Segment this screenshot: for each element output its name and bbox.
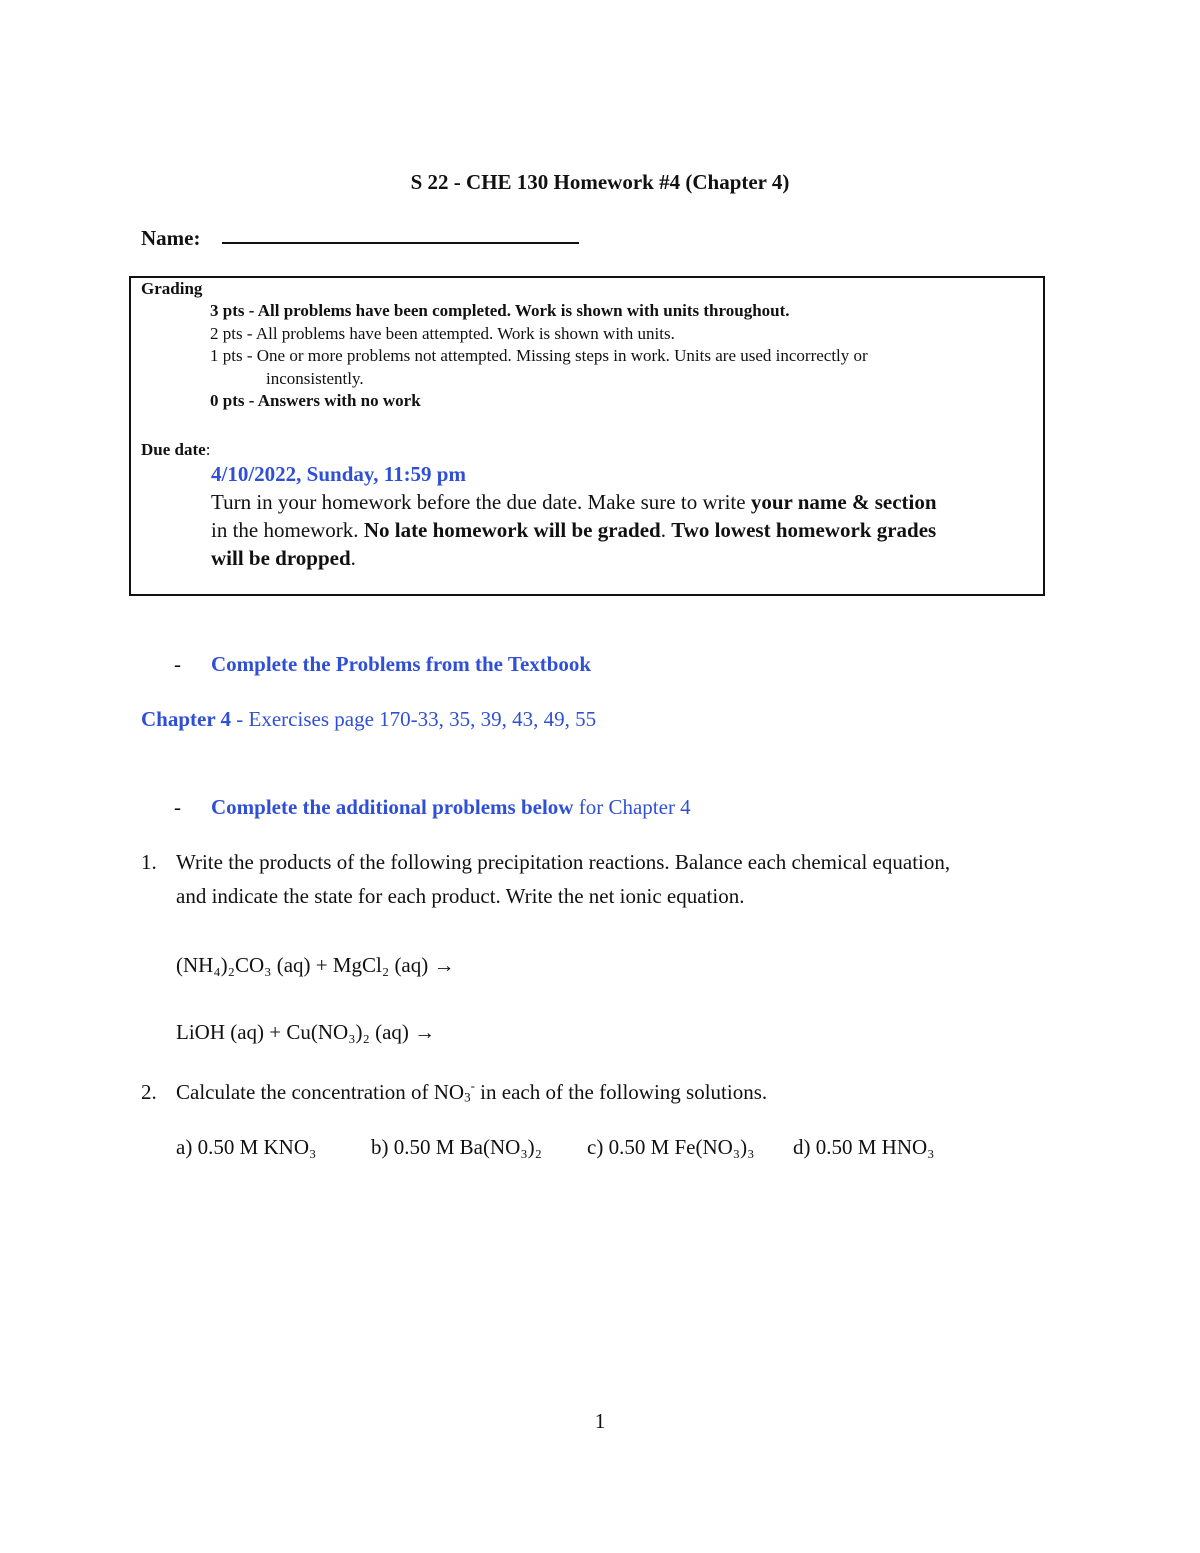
due-note-bold: your name & section [750, 490, 937, 514]
chapter-exercises [141, 707, 596, 732]
due-date-label [141, 439, 210, 461]
section-1-dash: - [174, 652, 181, 676]
option-c: c) 0.50 M Fe(NO₃)₃ [587, 1135, 755, 1159]
grading-desc: All problems have been completed. Work is shown with units throughout. [257, 301, 790, 320]
due-date-colon: : [205, 440, 211, 459]
due-note-line-3 [211, 544, 356, 572]
section-2-heading-bold: Complete the additional problems below [211, 795, 574, 819]
due-note-text: . [660, 518, 672, 542]
due-note-text: Turn in your homework before the due date. Make sure to write [211, 490, 751, 514]
problem-2-pre: Calculate the concentration of NO [176, 1080, 465, 1104]
due-note-line-2 [211, 516, 936, 544]
option-b: b) 0.50 M Ba(NO₃)₂ [371, 1135, 542, 1159]
grading-item-0 [210, 390, 421, 412]
grading-item-1 [210, 345, 868, 367]
grading-item-2 [210, 323, 675, 345]
grading-pts: 3 pts [210, 301, 245, 320]
equation-1: (NH₄)₂CO₃ (aq) + MgCl₂ (aq) → [176, 953, 455, 977]
page-number: 1 [594, 1409, 606, 1433]
due-date-value: 4/10/2022, Sunday, 11:59 pm [211, 462, 466, 486]
chapter-sep: - [231, 707, 249, 731]
due-note-line-1 [211, 488, 937, 516]
name-label: Name: [141, 226, 201, 250]
document-title: S 22 - CHE 130 Homework #4 (Chapter 4) [410, 170, 790, 194]
section-2-dash: - [174, 795, 181, 819]
grading-pts: 2 pts [210, 324, 243, 343]
problem-1-line-2: and indicate the state for each product. Write the net ionic equation. [176, 884, 745, 908]
problem-2-number: 2. [141, 1080, 157, 1104]
problem-2-subscript: 3 [464, 1089, 471, 1105]
grading-pts: 1 pts [210, 346, 243, 365]
problem-2-superscript: - [470, 1077, 475, 1093]
due-date-label-text: Due date [141, 440, 206, 459]
grading-item-3 [210, 300, 790, 322]
name-field-line [222, 242, 579, 244]
grading-desc: Answers with no work [257, 391, 421, 410]
grading-sep: - [242, 324, 256, 343]
grading-sep: - [244, 301, 258, 320]
due-note-bold: will be dropped [211, 546, 351, 570]
grading-item-1-continued: inconsistently. [266, 369, 364, 388]
problem-2-text [176, 1077, 768, 1105]
due-note-text: in the homework. [211, 518, 364, 542]
grading-desc: One or more problems not attempted. Missing steps in work. Units are used incorrectly or [256, 346, 868, 365]
due-note-text: . [350, 546, 356, 570]
section-2-heading-rest: for Chapter 4 [573, 795, 691, 819]
problem-2-post: in each of the following solutions. [474, 1080, 768, 1104]
grading-desc: All problems have been attempted. Work is shown with units. [255, 324, 675, 343]
due-note-bold: Two lowest homework grades [671, 518, 937, 542]
option-a: a) 0.50 M KNO₃ [176, 1135, 317, 1159]
chapter-label: Chapter 4 [141, 707, 232, 731]
problem-1-line-1: Write the products of the following precipitation reactions. Balance each chemical equation, [176, 850, 951, 874]
section-1-heading: Complete the Problems from the Textbook [211, 652, 592, 676]
problem-1-number: 1. [141, 850, 157, 874]
grading-heading: Grading [141, 279, 203, 298]
section-2-heading [211, 795, 691, 820]
option-d: d) 0.50 M HNO₃ [793, 1135, 935, 1159]
grading-sep: - [244, 391, 258, 410]
equation-2: LiOH (aq) + Cu(NO₃)₂ (aq) → [176, 1020, 436, 1044]
chapter-exercises-text: Exercises page 170-33, 35, 39, 43, 49, 55 [248, 707, 597, 731]
grading-pts: 0 pts [210, 391, 245, 410]
due-note-bold: No late homework will be graded [363, 518, 661, 542]
grading-sep: - [242, 346, 257, 365]
